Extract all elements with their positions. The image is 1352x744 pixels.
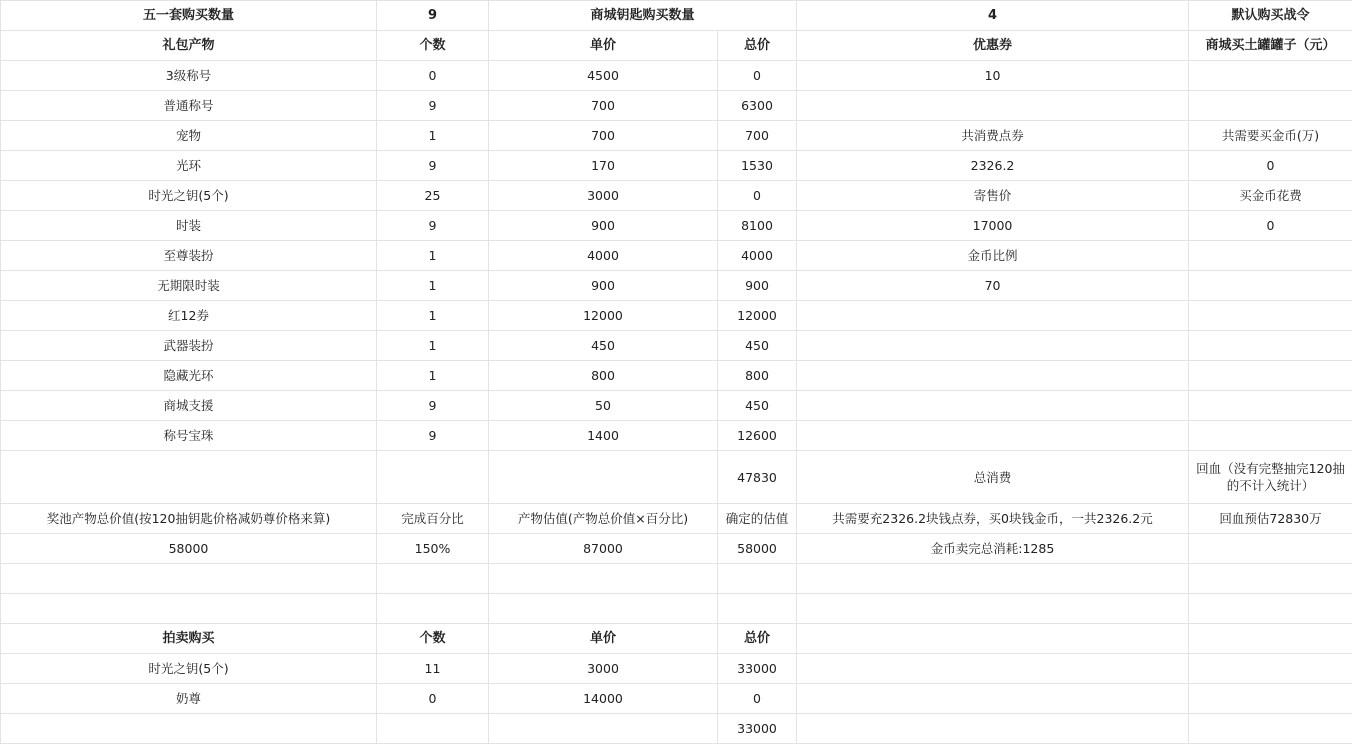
cell-count[interactable]: 25 xyxy=(377,181,489,211)
cell-count[interactable]: 1 xyxy=(377,241,489,271)
cell-unit[interactable]: 700 xyxy=(489,121,718,151)
cell-total[interactable]: 12600 xyxy=(718,421,797,451)
cell-name[interactable]: 武器装扮 xyxy=(1,331,377,361)
pool-value-label-cell[interactable]: 奖池产物总价值(按120抽钥匙价格减奶尊价格来算) xyxy=(1,504,377,534)
cell-unit[interactable]: 1400 xyxy=(489,421,718,451)
cell-jar[interactable]: 共需要买金币(万) xyxy=(1189,121,1352,151)
cell-name[interactable]: 至尊装扮 xyxy=(1,241,377,271)
table-row xyxy=(1,211,1352,241)
cell-jar[interactable] xyxy=(1189,421,1352,451)
auction-item-count[interactable]: 0 xyxy=(377,684,489,714)
pool-confirmed-cell[interactable]: 58000 xyxy=(718,534,797,564)
key-label-cell[interactable]: 商城钥匙购买数量 xyxy=(489,1,797,31)
auction-item-count[interactable]: 11 xyxy=(377,654,489,684)
grand-total-cell[interactable]: 47830 xyxy=(718,451,797,504)
empty-cell[interactable] xyxy=(377,714,489,744)
cell-jar[interactable] xyxy=(1189,331,1352,361)
cell-unit[interactable]: 3000 xyxy=(489,181,718,211)
empty-cell[interactable] xyxy=(1,564,377,594)
column-header-count[interactable]: 个数 xyxy=(377,31,489,61)
total-consume-label-cell[interactable]: 总消费 xyxy=(797,451,1189,504)
column-header-jar[interactable]: 商城买土罐罐子（元） xyxy=(1189,31,1352,61)
table-row xyxy=(1,271,1352,301)
empty-cell[interactable] xyxy=(377,451,489,504)
cell-coupon[interactable] xyxy=(797,331,1189,361)
auction-item-unit[interactable]: 3000 xyxy=(489,654,718,684)
cell-count[interactable]: 1 xyxy=(377,301,489,331)
cell-unit[interactable]: 450 xyxy=(489,331,718,361)
empty-cell[interactable] xyxy=(489,564,718,594)
auction-item-total[interactable]: 33000 xyxy=(718,654,797,684)
cell-count[interactable]: 1 xyxy=(377,361,489,391)
cell-jar[interactable] xyxy=(1189,301,1352,331)
sheet-row-header xyxy=(1,1,1352,31)
cell-coupon[interactable] xyxy=(797,361,1189,391)
cell-coupon[interactable]: 金币比例 xyxy=(797,241,1189,271)
empty-cell[interactable] xyxy=(797,684,1189,714)
table-row xyxy=(1,361,1352,391)
auction-count-header[interactable]: 个数 xyxy=(377,624,489,654)
empty-cell[interactable] xyxy=(489,714,718,744)
cell-coupon[interactable]: 17000 xyxy=(797,211,1189,241)
set-label-cell[interactable]: 五一套购买数量 xyxy=(1,1,377,31)
pool-pct-cell[interactable]: 150% xyxy=(377,534,489,564)
pool-value-cell[interactable]: 58000 xyxy=(1,534,377,564)
auction-item-total[interactable]: 0 xyxy=(718,684,797,714)
cell-name[interactable]: 商城支援 xyxy=(1,391,377,421)
empty-cell[interactable] xyxy=(718,564,797,594)
summary-row xyxy=(1,451,1352,504)
table-row xyxy=(1,61,1352,91)
empty-cell[interactable] xyxy=(489,594,718,624)
table-row xyxy=(1,301,1352,331)
auction-item-name[interactable]: 奶尊 xyxy=(1,684,377,714)
pool-confirmed-label-cell[interactable]: 确定的估值 xyxy=(718,504,797,534)
cell-coupon[interactable]: 寄售价 xyxy=(797,181,1189,211)
key-value-cell[interactable]: 4 xyxy=(797,1,1189,31)
table-row xyxy=(1,121,1352,151)
cell-coupon[interactable] xyxy=(797,91,1189,121)
empty-cell[interactable] xyxy=(377,564,489,594)
empty-cell[interactable] xyxy=(1189,624,1352,654)
cell-coupon[interactable] xyxy=(797,391,1189,421)
cell-name[interactable]: 3级称号 xyxy=(1,61,377,91)
empty-cell[interactable] xyxy=(797,564,1189,594)
sheet-row-columns xyxy=(1,31,1352,61)
cell-unit[interactable]: 900 xyxy=(489,271,718,301)
cell-total[interactable]: 450 xyxy=(718,391,797,421)
set-value-cell[interactable]: 9 xyxy=(377,1,489,31)
empty-cell[interactable] xyxy=(797,624,1189,654)
cell-jar[interactable]: 0 xyxy=(1189,151,1352,181)
gold-consume-cell[interactable]: 金币卖完总消耗:1285 xyxy=(797,534,1189,564)
cell-name[interactable]: 宠物 xyxy=(1,121,377,151)
cell-name[interactable]: 称号宝珠 xyxy=(1,421,377,451)
auction-sum-row xyxy=(1,714,1352,744)
pool-pct-label-cell[interactable]: 完成百分比 xyxy=(377,504,489,534)
empty-cell[interactable] xyxy=(1189,594,1352,624)
cell-unit[interactable]: 700 xyxy=(489,91,718,121)
cell-unit[interactable]: 800 xyxy=(489,361,718,391)
column-header-total[interactable]: 总价 xyxy=(718,31,797,61)
auction-total-header[interactable]: 总价 xyxy=(718,624,797,654)
cell-jar[interactable] xyxy=(1189,61,1352,91)
cell-total[interactable]: 700 xyxy=(718,121,797,151)
empty-cell[interactable] xyxy=(1189,714,1352,744)
empty-cell[interactable] xyxy=(797,594,1189,624)
cell-jar[interactable]: 买金币花费 xyxy=(1189,181,1352,211)
empty-cell[interactable] xyxy=(1,594,377,624)
table-row xyxy=(1,181,1352,211)
cell-total[interactable]: 900 xyxy=(718,271,797,301)
cell-count[interactable]: 9 xyxy=(377,91,489,121)
auction-item-name[interactable]: 时光之钥(5个) xyxy=(1,654,377,684)
column-header-unit[interactable]: 单价 xyxy=(489,31,718,61)
empty-cell[interactable] xyxy=(1189,564,1352,594)
cell-total[interactable]: 0 xyxy=(718,61,797,91)
cell-total[interactable]: 800 xyxy=(718,361,797,391)
table-row xyxy=(1,391,1352,421)
cell-count[interactable]: 1 xyxy=(377,271,489,301)
cell-jar[interactable] xyxy=(1189,391,1352,421)
cell-total[interactable]: 1530 xyxy=(718,151,797,181)
empty-cell[interactable] xyxy=(1,451,377,504)
cell-unit[interactable]: 4000 xyxy=(489,241,718,271)
empty-cell[interactable] xyxy=(377,594,489,624)
cell-name[interactable]: 光环 xyxy=(1,151,377,181)
cell-jar[interactable] xyxy=(1189,271,1352,301)
cell-jar[interactable]: 0 xyxy=(1189,211,1352,241)
cell-count[interactable]: 9 xyxy=(377,151,489,181)
recharge-text-cell[interactable]: 共需要充2326.2块钱点券，买0块钱金币，一共2326.2元 xyxy=(797,504,1189,534)
column-header-coupon[interactable]: 优惠券 xyxy=(797,31,1189,61)
cell-count[interactable]: 1 xyxy=(377,121,489,151)
cell-unit[interactable]: 900 xyxy=(489,211,718,241)
pool-estimate-label-cell[interactable]: 产物估值(产物总价值×百分比) xyxy=(489,504,718,534)
cell-total[interactable]: 8100 xyxy=(718,211,797,241)
cell-unit[interactable]: 170 xyxy=(489,151,718,181)
cell-name[interactable]: 时装 xyxy=(1,211,377,241)
cell-coupon[interactable]: 10 xyxy=(797,61,1189,91)
return-estimate-cell[interactable]: 回血预估72830万 xyxy=(1189,504,1352,534)
cell-total[interactable]: 450 xyxy=(718,331,797,361)
cell-name[interactable]: 时光之钥(5个) xyxy=(1,181,377,211)
auction-row xyxy=(1,684,1352,714)
cell-coupon[interactable]: 2326.2 xyxy=(797,151,1189,181)
cell-coupon[interactable] xyxy=(797,421,1189,451)
cell-total[interactable]: 4000 xyxy=(718,241,797,271)
auction-row xyxy=(1,654,1352,684)
token-label-cell[interactable]: 默认购买战令 xyxy=(1189,1,1352,31)
empty-row xyxy=(1,564,1352,594)
empty-cell[interactable] xyxy=(1189,684,1352,714)
cell-unit[interactable]: 50 xyxy=(489,391,718,421)
cell-name[interactable]: 无期限时装 xyxy=(1,271,377,301)
cell-jar[interactable] xyxy=(1189,361,1352,391)
table-row xyxy=(1,331,1352,361)
cell-unit[interactable]: 12000 xyxy=(489,301,718,331)
empty-cell[interactable] xyxy=(1189,654,1352,684)
cell-count[interactable]: 9 xyxy=(377,421,489,451)
cell-coupon[interactable]: 70 xyxy=(797,271,1189,301)
auction-label-cell[interactable]: 拍卖购买 xyxy=(1,624,377,654)
cell-unit[interactable]: 4500 xyxy=(489,61,718,91)
cell-count[interactable]: 0 xyxy=(377,61,489,91)
cell-coupon[interactable] xyxy=(797,301,1189,331)
cell-coupon[interactable]: 共消费点券 xyxy=(797,121,1189,151)
pool-estimate-cell[interactable]: 87000 xyxy=(489,534,718,564)
empty-cell[interactable] xyxy=(1,714,377,744)
auction-header-row xyxy=(1,624,1352,654)
cell-count[interactable]: 9 xyxy=(377,211,489,241)
cell-total[interactable]: 0 xyxy=(718,181,797,211)
cell-name[interactable]: 普通称号 xyxy=(1,91,377,121)
empty-cell[interactable] xyxy=(1189,534,1352,564)
empty-cell[interactable] xyxy=(718,594,797,624)
empty-cell[interactable] xyxy=(797,654,1189,684)
table-row xyxy=(1,91,1352,121)
cell-name[interactable]: 隐藏光环 xyxy=(1,361,377,391)
column-header-product[interactable]: 礼包产物 xyxy=(1,31,377,61)
empty-row xyxy=(1,594,1352,624)
auction-item-unit[interactable]: 14000 xyxy=(489,684,718,714)
empty-cell[interactable] xyxy=(797,714,1189,744)
cell-total[interactable]: 12000 xyxy=(718,301,797,331)
table-row xyxy=(1,421,1352,451)
pool-value-row xyxy=(1,534,1352,564)
empty-cell[interactable] xyxy=(489,451,718,504)
cell-count[interactable]: 1 xyxy=(377,331,489,361)
cell-jar[interactable] xyxy=(1189,91,1352,121)
cell-jar[interactable] xyxy=(1189,241,1352,271)
auction-sum-cell[interactable]: 33000 xyxy=(718,714,797,744)
cell-name[interactable]: 红12券 xyxy=(1,301,377,331)
pool-label-row xyxy=(1,504,1352,534)
auction-unit-header[interactable]: 单价 xyxy=(489,624,718,654)
cell-total[interactable]: 6300 xyxy=(718,91,797,121)
hui-xue-note-cell[interactable]: 回血（没有完整抽完120抽的不计入统计） xyxy=(1189,451,1352,504)
table-row xyxy=(1,151,1352,181)
cell-count[interactable]: 9 xyxy=(377,391,489,421)
table-row xyxy=(1,241,1352,271)
